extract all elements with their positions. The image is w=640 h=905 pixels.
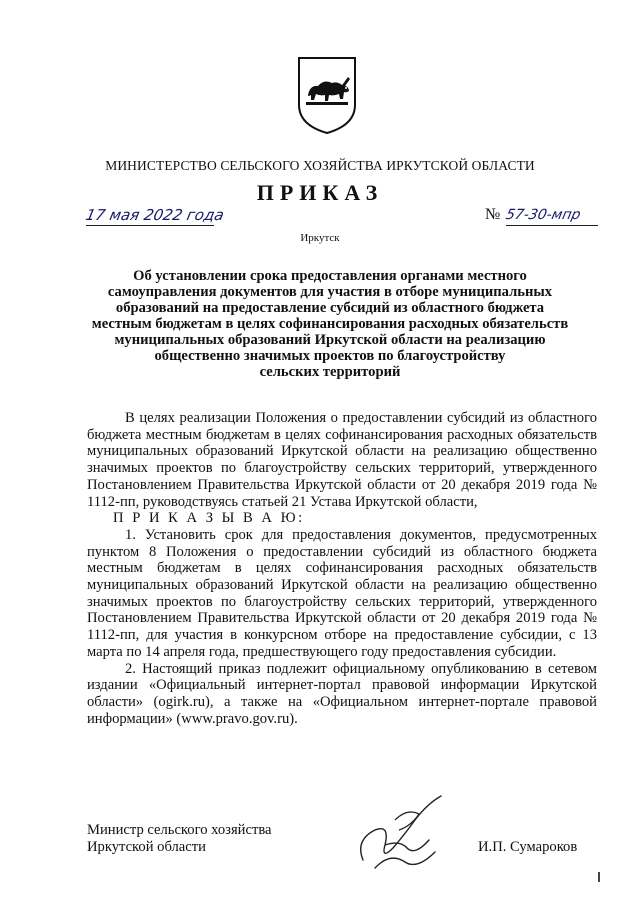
heading-line: сельских территорий bbox=[259, 364, 401, 380]
city-name: Иркутск bbox=[300, 232, 340, 244]
ministry-name: МИНИСТЕРСТВО СЕЛЬСКОГО ХОЗЯЙСТВА ИРКУТСКОЙ ОБЛАСТИ bbox=[105, 158, 535, 173]
handwritten-signature-icon bbox=[345, 790, 465, 875]
irkutsk-coat-of-arms-icon bbox=[296, 55, 358, 135]
document-number bbox=[485, 206, 581, 224]
document-date: 17 мая 2022 года bbox=[84, 206, 226, 224]
document-type-title: ПРИКАЗ bbox=[256, 180, 384, 205]
date-underline bbox=[86, 225, 214, 226]
heading-line: местным бюджетам в целях софинансирования расходных обязательств bbox=[91, 316, 569, 332]
order-item-1: 1. Установить срок для предоставления документов, предусмотренных пунктом 8 Положения о предоставлении субсидий из областного бюджета местным бюджетам в целях софинансирования расходных обязательств муниципальных образований Иркутской области на реализацию общественно значимых проектов по благоустройству сельских территорий, утвержденного Постановлением Правительства Иркутской области от 20 декабря 2019 года № 1112-пп, для участия в конкурсном отборе на предоставление субсидии, с 13 марта по 14 апреля года, предшествующего году предоставления субсидии. bbox=[87, 526, 597, 660]
heading-line: муниципальных образований Иркутской области на реализацию bbox=[114, 332, 546, 348]
order-body bbox=[87, 410, 597, 727]
order-word: П Р И К А З Ы В А Ю: bbox=[113, 510, 305, 527]
heading-line: Об установлении срока предоставления органами местного bbox=[133, 268, 527, 284]
scan-artifact bbox=[598, 872, 600, 882]
order-item-2: 2. Настоящий приказ подлежит официальному опубликованию в сетевом издании «Официальный интернет-портал правовой информации Иркутской области» (ogirk.ru), а также на «Официальном интернет-портале правовой информации» (www.pravo.gov.ru). bbox=[87, 660, 597, 727]
signatory-position bbox=[87, 822, 272, 856]
heading-line: общественно значимых проектов по благоустройству bbox=[154, 348, 506, 364]
heading-line: самоуправления документов для участия в отборе муниципальных bbox=[107, 284, 553, 300]
order-heading bbox=[80, 268, 580, 380]
signatory-position-line: Иркутской области bbox=[87, 839, 206, 855]
number-underline bbox=[506, 225, 598, 226]
heading-line: образований на предоставление субсидий из областного бюджета bbox=[115, 300, 545, 316]
signatory-position-line: Министр сельского хозяйства bbox=[87, 822, 272, 838]
preamble-paragraph: В целях реализации Положения о предоставлении субсидий из областного бюджета местным бюджетам в целях софинансирования расходных обязательств муниципальных образований Иркутской области на реализацию общественно значимых проектов по благоустройству сельских территорий, утвержденного Постановлением Правительства Иркутской области от 20 декабря 2019 года № 1112-пп, руководствуясь статьей 21 Устава Иркутской области, bbox=[87, 410, 597, 510]
number-value: 57-30-мпр bbox=[504, 207, 583, 223]
number-sign: № bbox=[485, 206, 501, 223]
signatory-name: И.П. Сумароков bbox=[478, 839, 578, 855]
